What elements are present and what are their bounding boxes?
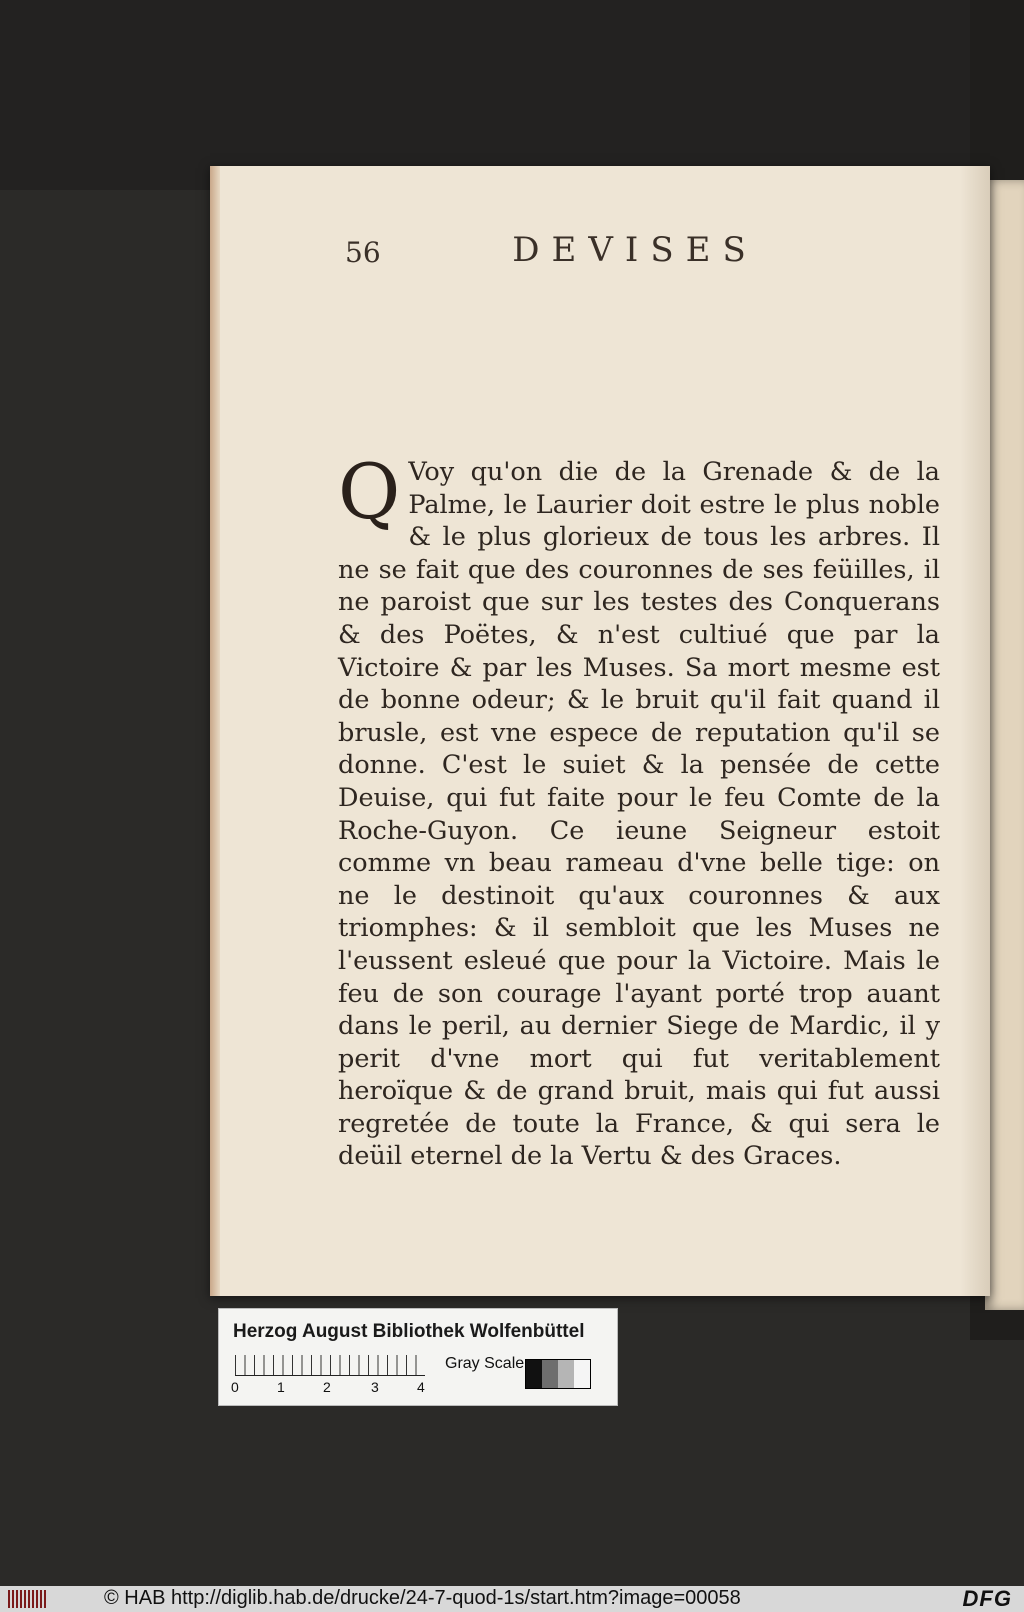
ruler-number: 1	[277, 1379, 285, 1395]
gray-scale-label: Gray Scale	[445, 1355, 525, 1372]
page-shadow	[960, 166, 990, 1296]
ruler-number: 3	[371, 1379, 379, 1395]
drop-cap: Q	[338, 447, 401, 536]
page-gutter-edge	[210, 166, 220, 1296]
running-head: DEVISES	[512, 230, 758, 270]
footer-copyright-link[interactable]: © HAB http://diglib.hab.de/drucke/24-7-quod-1s/start.htm?image=00058	[104, 1587, 741, 1609]
ruler	[235, 1355, 425, 1376]
dfg-logo: DFG	[962, 1586, 1012, 1611]
book-page	[210, 166, 990, 1296]
body-paragraph	[338, 447, 940, 1173]
ruler-number: 4	[417, 1379, 425, 1395]
gray-step	[574, 1360, 590, 1388]
ruler-number: 0	[231, 1379, 239, 1395]
gray-scale-swatch	[525, 1359, 591, 1389]
gray-step	[526, 1360, 542, 1388]
gray-step	[558, 1360, 574, 1388]
page-number: 56	[345, 236, 381, 269]
library-name: Herzog August Bibliothek Wolfenbüttel	[233, 1321, 585, 1342]
gray-step	[542, 1360, 558, 1388]
body-text: Voy qu'on die de la Grenade & de la Palme, le Laurier doit estre le plus noble & le plus glorieux de tous les arbres. Il ne se fait que des couronnes de ses feüilles, il ne paroist que sur les testes des Conquerans & des Poëtes, & n'est cultiué que par la Victoire & par les Muses. Sa mort mesme est de bonne odeur; & le bruit qu'il fait quand il brusle, est vne espece de reputation qu'il se donne. C'est le suiet & la pensée de cette Deuise, qui fut faite pour le feu Comte de la Roche-Guyon. Ce ieune Seigneur estoit comme vn beau rameau d'vne belle tige: on ne le destinoit qu'aux couronnes & aux triomphes: & il sembloit que les Muses ne l'eussent esleué que pour la Victoire. Mais le feu de son courage l'ayant porté trop auant dans le peril, au dernier Siege de Mardic, il y perit d'vne mort qui fut veritablement heroïque & de grand bruit, mais qui fut aussi regretée de toute la France, & qui sera le deüil eternel de la Vertu & des Graces.	[338, 457, 940, 1172]
facing-page-edge	[985, 180, 1024, 1310]
footer-bar	[0, 1586, 1024, 1612]
color-scale-card	[218, 1308, 618, 1406]
ruler-number: 2	[323, 1379, 331, 1395]
hab-barcode-icon	[8, 1590, 48, 1608]
scan-background	[0, 0, 1024, 190]
